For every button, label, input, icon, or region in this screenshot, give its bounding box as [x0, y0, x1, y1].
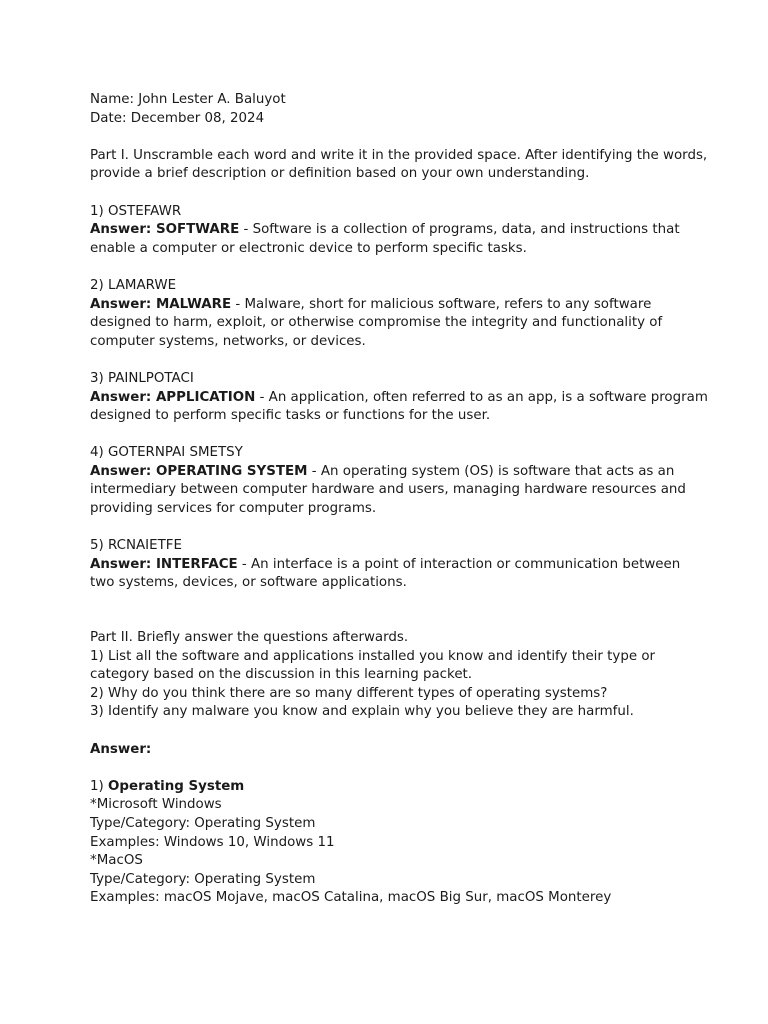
answer1-line: Type/Category: Operating System	[90, 871, 316, 887]
item-answer	[90, 296, 708, 352]
part1-item	[90, 537, 708, 593]
answer1-heading	[90, 778, 708, 797]
item-answer	[90, 556, 708, 593]
part1-item	[90, 203, 708, 259]
answer-heading-text: Answer:	[90, 741, 152, 757]
part2-question: 2) Why do you think there are so many different types of operating systems?	[90, 685, 608, 701]
answer-description: - An application, often referred to as an app, is a software program designed to perform specific tasks or functions for the user.	[90, 389, 708, 424]
answer-label: Answer: SOFTWARE	[90, 222, 240, 238]
answer-description: - An interface is a point of interaction or communication between two systems, devices, or software applications.	[90, 556, 681, 591]
answer-description: - An operating system (OS) is software that acts as an intermediary between computer hardware and users, managing hardware resources and providing services for computer programs.	[90, 463, 686, 517]
answer1-line: *Microsoft Windows	[90, 797, 222, 813]
part1-item	[90, 277, 708, 351]
answer-label: Answer: INTERFACE	[90, 556, 238, 572]
item-prompt: 5) RCNAIETFE	[90, 538, 182, 554]
answer-label: Answer: MALWARE	[90, 296, 232, 312]
part1-item	[90, 444, 708, 518]
item-answer	[90, 463, 708, 519]
answer-label: Answer: APPLICATION	[90, 389, 256, 405]
part2-title: Part II. Briefly answer the questions afterwards.	[90, 630, 409, 646]
document-date: Date: December 08, 2024	[90, 110, 265, 126]
student-name: Name: John Lester A. Baluyot	[90, 92, 286, 107]
answer-description: - Malware, short for malicious software, refers to any software designed to harm, exploit, or otherwise compromise the integrity and functionality of computer systems, networks, or devices.	[90, 296, 663, 349]
item-prompt: 2) LAMARWE	[90, 277, 177, 293]
item-prompt: 1) OSTEFAWR	[90, 203, 182, 219]
answer-label: Answer: OPERATING SYSTEM	[90, 463, 308, 479]
item-prompt: 4) GOTERNPAI SMETSY	[90, 445, 243, 461]
answer1-line: Examples: Windows 10, Windows 11	[90, 834, 335, 850]
answer-description: - Software is a collection of programs, data, and instructions that enable a computer or electronic device to perform specific tasks.	[90, 222, 680, 256]
answer-heading	[90, 741, 708, 760]
answer1-number: 1)	[90, 778, 109, 794]
answer1-line: Examples: macOS Mojave, macOS Catalina, macOS Big Sur, macOS Monterey	[90, 890, 612, 906]
part2-question: 1) List all the software and applications installed you know and identify their type or category based on the discussion in this learning packet.	[90, 648, 656, 683]
item-answer	[90, 389, 708, 426]
answer1-line: Type/Category: Operating System	[90, 815, 316, 831]
item-prompt: 3) PAINLPOTACI	[90, 370, 194, 386]
part1-item	[90, 370, 708, 426]
part1-instructions: Part I. Unscramble each word and write it in the provided space. After identifying the words, provide a brief description or definition based on your own understanding.	[90, 147, 708, 182]
answer1-title: Operating System	[108, 778, 245, 794]
item-answer	[90, 221, 708, 258]
answer1-line: *MacOS	[90, 853, 143, 869]
part2-question: 3) Identify any malware you know and explain why you believe they are harmful.	[90, 704, 634, 720]
